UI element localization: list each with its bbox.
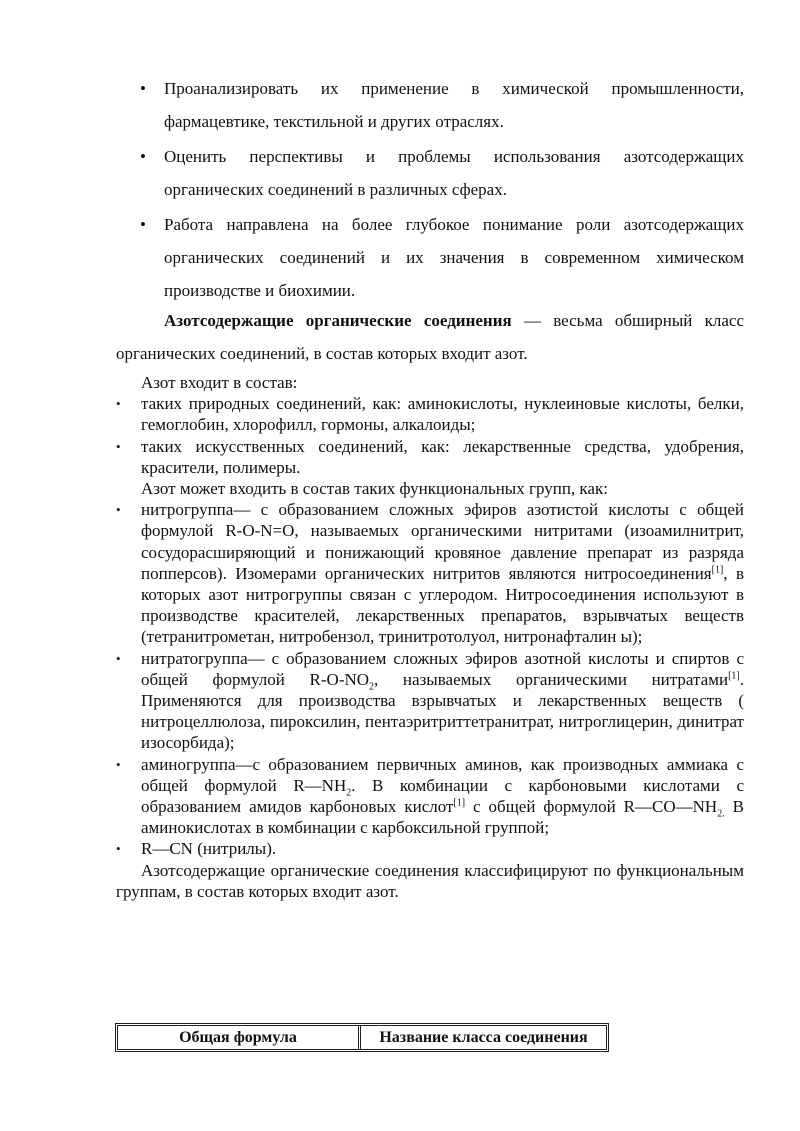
footnote-ref[interactable]: [1] [728,670,740,682]
list-item: • Проанализировать их применение в химической промышленности, фармацевтике, текстильной и других отраслях. [140,72,744,138]
list-item-nitrate: • нитратогруппа— с образованием сложных эфиров азотной кислоты и спиртов с общей формулой $R-O-NO_2$, называемых органическими нитратами[1]. Применяются для производства взрывчатых и лекарственных веществ ( нитроцеллюлоза, пироксилин, пентаэритриттетранитрат, нитроглицерин, динитрат изосорбида); [116,648,744,753]
body-section [116,372,744,902]
bullet-icon: • [116,438,121,454]
groups-intro: Азот может входить в состав таких функциональных групп, как: [141,479,608,499]
composition-intro: Азот входит в состав: [141,373,298,392]
bullet-icon: • [116,756,121,772]
classification-table-header [115,1023,609,1052]
bullet-icon: • [140,215,146,234]
list-item: • таких природных соединений, как: аминокислоты, нуклеиновые кислоты, белки, гемоглобин, хлорофилл, гормоны, алкалоиды; [116,394,744,435]
table-header-formula: Общая формула [118,1026,361,1049]
list-item: • Оценить перспективы и проблемы использования азотсодержащих органических соединений в различных сферах. [140,140,744,206]
footnote-ref[interactable]: [1] [711,564,724,576]
list-item: • Работа направлена на более глубокое понимание роли азотсодержащих органических соединений и их значения в современном химическом производстве и биохимии. [140,208,744,307]
list-item-nitrile: • R—CN (нитрилы). [116,839,277,859]
definition-paragraph: Азотсодержащие органические соединения — весьма обширный класс органических соединений, в состав которых входит азот. [116,311,744,363]
closing-paragraph: Азотсодержащие органические соединения классифицируют по функциональным группам, в состав которых входит азот. [116,860,744,901]
goals-list [140,72,744,309]
list-item: • таких искусственных соединений, как: лекарственные средства, удобрения, красители, полимеры. [116,436,744,477]
bullet-icon: • [116,650,121,666]
defined-term: Азотсодержащие органические соединения [164,311,512,330]
list-item-nitro: • нитрогруппа— с образованием сложных эфиров азотистой кислоты с общей формулой R-O-N=O, называемых органическими нитритами (изоамилнитрит, сосудорасширяющий и понижающий кровяное давление препарат из разряда попперсов). Изомерами органических нитритов являются нитросоединения[1], в которых азот нитрогруппы связан с углеродом. Нитросоединения используют в производстве красителей, лекарственных препаратов, взрывчатых веществ (тетранитрометан, нитробензол, тринитротолуол, нитронафталин ы); [116,500,744,647]
footnote-ref[interactable]: [1] [453,797,466,809]
bullet-icon: • [116,841,121,857]
table-header-class-name: Название класса соединения [379,1029,588,1046]
list-item-amino: • аминогруппа—с образованием первичных аминов, как производных аммиака с общей формулой $R—NH_2$. В комбинации с карбоновыми кислотами с образованием амидов карбоновых кислот[1] с общей формулой $R—CO—NH_{2.}$ В аминокислотах в комбинации с карбоксильной группой; [116,754,744,838]
bullet-icon: • [140,147,146,166]
bullet-icon: • [116,502,121,518]
bullet-icon: • [116,396,121,412]
bullet-icon: • [140,79,146,98]
